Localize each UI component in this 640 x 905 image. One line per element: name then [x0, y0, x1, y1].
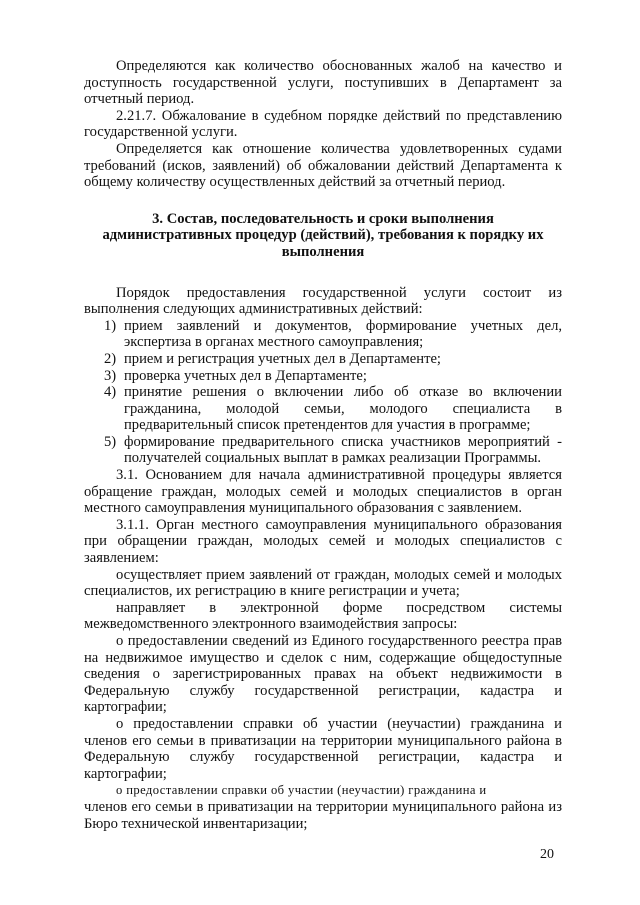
list-item-number: 3)	[104, 367, 117, 384]
steps-list	[84, 318, 562, 467]
list-item-text: прием заявлений и документов, формирование учетных дел, экспертиза в органах местного самоуправления;	[124, 317, 562, 351]
page-number: 20	[540, 847, 554, 862]
paragraph-request-egrp: о предоставлении сведений из Единого государственного реестра прав на недвижимое имущество и сделок с ним, содержащие общедоступные сведения о зарегистрированных правах на объект недвижимости в Федеральную службу государственной регистрации, кадастра и картографии;	[84, 633, 562, 716]
list-item	[84, 434, 562, 467]
paragraph-request-privatization-bti-first-line: о предоставлении справки об участии (неучастии) гражданина и	[116, 783, 487, 798]
paragraph-intro: Порядок предоставления государственной услуги состоит из выполнения следующих административных действий:	[84, 284, 562, 318]
list-item	[84, 368, 562, 385]
list-item-text: проверка учетных дел в Департаменте;	[124, 367, 367, 384]
list-item-number: 4)	[104, 384, 117, 401]
list-item	[84, 351, 562, 368]
paragraph-complaints-indicator: Определяются как количество обоснованных жалоб на качество и доступность государственной услуги, поступивших в Департамент за отчетный период.	[84, 58, 562, 108]
paragraph-send-requests: направляет в электронной форме посредством системы межведомственного электронного взаимодействия запросы:	[84, 599, 562, 633]
list-item	[84, 384, 562, 434]
paragraph-3-1: 3.1. Основанием для начала административной процедуры является обращение граждан, молодых семей и молодых специалистов в орган местного самоуправления муниципального образования с заявлением.	[84, 467, 562, 517]
paragraph-2-21-7: 2.21.7. Обжалование в судебном порядке действий по представлению государственной услуги.	[84, 107, 562, 141]
paragraph-request-privatization-rosreestr: о предоставлении справки об участии (неучастии) гражданина и членов его семьи в приватизации на территории муниципального района в Федеральную службу государственной регистрации, кадастра и картографии;	[84, 715, 562, 782]
list-item-number: 1)	[104, 317, 117, 334]
paragraph-request-privatization-bti-rest: членов его семьи в приватизации на территории муниципального района из Бюро технической инвентаризации;	[84, 798, 562, 832]
list-item-number: 5)	[104, 433, 117, 450]
paragraph-court-indicator: Определяется как отношение количества удовлетворенных судами требований (исков, заявлений) об обжаловании действий Департамента к общему количеству осуществленных действий за отчетный период.	[84, 140, 562, 191]
section-heading: 3. Состав, последовательность и сроки выполнения административных процедур (действий), требования к порядку их выполнения	[102, 210, 544, 260]
list-item-text: прием и регистрация учетных дел в Департаменте;	[124, 350, 441, 367]
list-item-text: принятие решения о включении либо об отказе во включении гражданина, молодой семьи, молодого специалиста в предварительный список претендентов для участия в программе;	[124, 384, 562, 434]
list-item-text: формирование предварительного списка участников мероприятий - получателей социальных выплат в рамках реализации Программы.	[124, 433, 562, 467]
paragraph-receive: осуществляет прием заявлений от граждан, молодых семей и молодых специалистов, их регистрацию в книге регистрации и учета;	[84, 566, 562, 600]
list-item	[84, 318, 562, 351]
paragraph-3-1-1: 3.1.1. Орган местного самоуправления муниципального образования при обращении граждан, молодых семей и молодых специалистов с заявлением:	[84, 516, 562, 567]
list-item-number: 2)	[104, 350, 117, 367]
